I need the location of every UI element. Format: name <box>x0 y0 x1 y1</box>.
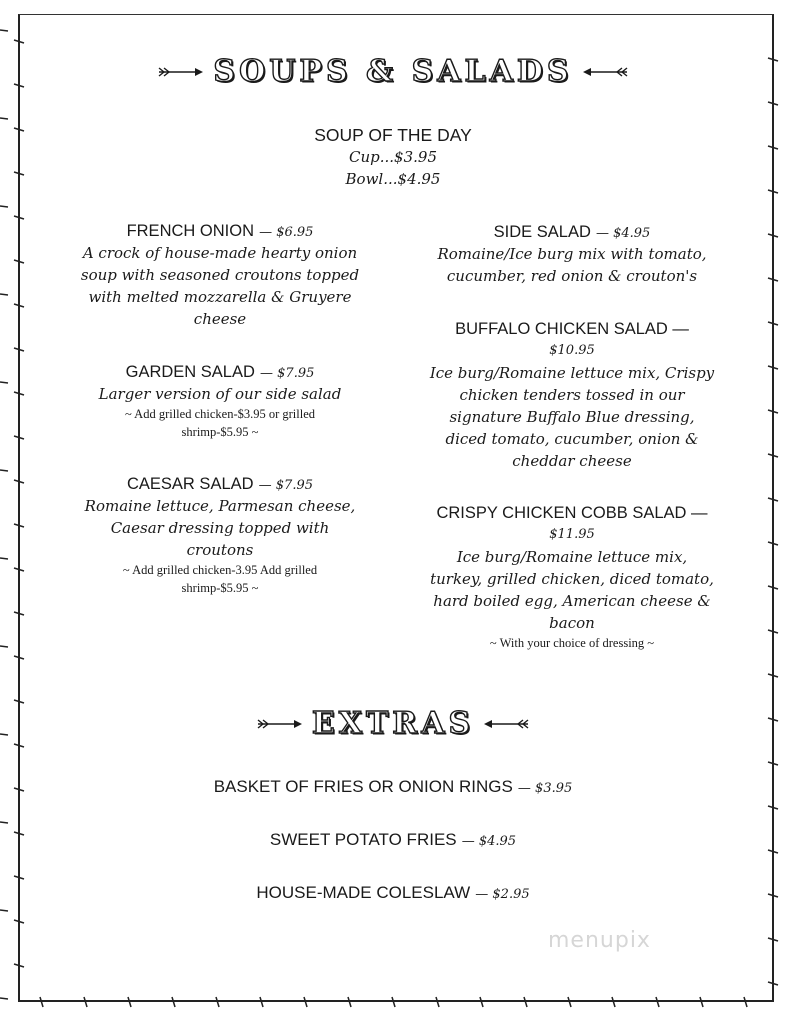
item-desc-line: bacon <box>549 614 595 632</box>
item-name: SIDE SALAD <box>493 223 591 241</box>
item-price: — $3.95 <box>517 781 573 796</box>
menu-item-french-onion <box>40 220 400 330</box>
item-desc-line: Ice burg/Romaine lettuce mix, <box>456 548 688 566</box>
item-price: — $7.95 <box>260 366 315 381</box>
arrow-left-icon <box>583 66 629 78</box>
border-tick <box>0 822 8 823</box>
item-name: BUFFALO CHICKEN SALAD — <box>455 320 689 338</box>
item-name: SOUP OF THE DAY <box>314 125 472 145</box>
item-name: HOUSE-MADE COLESLAW <box>256 883 471 902</box>
item-desc-line: with melted mozzarella & Gruyere <box>88 288 352 306</box>
extra-item-fries-onion-rings <box>0 776 786 798</box>
soup-bowl-price: Bowl...$4.95 <box>345 170 441 188</box>
item-desc-line: croutons <box>186 541 254 559</box>
arrow-right-icon <box>256 718 302 730</box>
item-desc-line: Caesar dressing topped with <box>110 519 330 537</box>
item-note-line: shrimp-$5.95 ~ <box>181 425 259 439</box>
border-tick <box>0 646 8 647</box>
item-desc-line: A crock of house-made hearty onion <box>82 244 358 262</box>
item-desc-line: soup with seasoned croutons topped <box>80 266 360 284</box>
item-name: SWEET POTATO FRIES <box>269 830 457 849</box>
item-desc-line: chicken tenders tossed in our <box>459 386 685 404</box>
menu-item-crispy-chicken-cobb-salad <box>392 502 752 652</box>
item-desc-line: diced tomato, cucumber, onion & <box>445 430 699 448</box>
item-note-line: shrimp-$5.95 ~ <box>181 581 259 595</box>
menu-item-caesar-salad <box>40 473 400 597</box>
item-price: $10.95 <box>549 343 595 358</box>
item-name: CRISPY CHICKEN COBB SALAD — <box>436 504 708 522</box>
item-desc-line: cheddar cheese <box>512 452 632 470</box>
border-tick <box>0 206 8 207</box>
section-title: SOUPS & SALADS <box>213 54 573 89</box>
watermark-logo: menupix <box>548 928 651 953</box>
menu-item-side-salad <box>392 221 752 287</box>
soup-cup-price: Cup...$3.95 <box>349 148 437 166</box>
border-tick <box>0 30 8 31</box>
border-tick <box>0 998 8 999</box>
soups-salads-heading <box>0 54 786 89</box>
border-tick <box>0 118 8 119</box>
item-name: CAESAR SALAD <box>127 475 254 493</box>
item-desc-line: cucumber, red onion & crouton's <box>446 267 698 285</box>
item-note-line: ~ Add grilled chicken-3.95 Add grilled <box>122 563 318 577</box>
item-desc-line: Romaine lettuce, Parmesan cheese, <box>84 497 356 515</box>
arrow-right-icon <box>157 66 203 78</box>
item-price: — $4.95 <box>595 226 651 241</box>
extra-item-house-made-coleslaw <box>0 882 786 904</box>
border-tick <box>0 910 8 911</box>
item-desc-line: Romaine/Ice burg mix with tomato, <box>437 245 707 263</box>
item-price: — $4.95 <box>461 834 517 849</box>
border-tick <box>0 558 8 559</box>
border-tick <box>0 382 8 383</box>
item-note-line: ~ With your choice of dressing ~ <box>489 636 655 650</box>
item-name: FRENCH ONION <box>126 222 254 240</box>
item-desc-line: Ice burg/Romaine lettuce mix, Crispy <box>429 364 715 382</box>
menu-item-buffalo-chicken-salad <box>392 318 752 472</box>
border-tick <box>0 294 8 295</box>
item-desc-line: hard boiled egg, American cheese & <box>433 592 711 610</box>
item-name: BASKET OF FRIES OR ONION RINGS <box>213 777 513 796</box>
item-note-line: ~ Add grilled chicken-$3.95 or grilled <box>124 407 316 421</box>
item-desc-line: turkey, grilled chicken, diced tomato, <box>430 570 714 588</box>
extra-item-sweet-potato-fries <box>0 829 786 851</box>
item-desc-line: cheese <box>193 310 247 328</box>
item-price: — $2.95 <box>475 887 530 902</box>
soup-of-the-day <box>0 124 786 190</box>
item-desc-line: Larger version of our side salad <box>98 385 342 403</box>
extras-heading <box>0 706 786 741</box>
section-title: EXTRAS <box>311 706 475 741</box>
item-name: GARDEN SALAD <box>125 363 255 381</box>
item-price: — $7.95 <box>258 478 313 493</box>
arrow-left-icon <box>484 718 530 730</box>
item-price: $11.95 <box>549 527 595 542</box>
item-price: — $6.95 <box>259 225 314 240</box>
border-tick <box>0 470 8 471</box>
menu-item-garden-salad <box>40 361 400 441</box>
item-desc-line: signature Buffalo Blue dressing, <box>449 408 695 426</box>
